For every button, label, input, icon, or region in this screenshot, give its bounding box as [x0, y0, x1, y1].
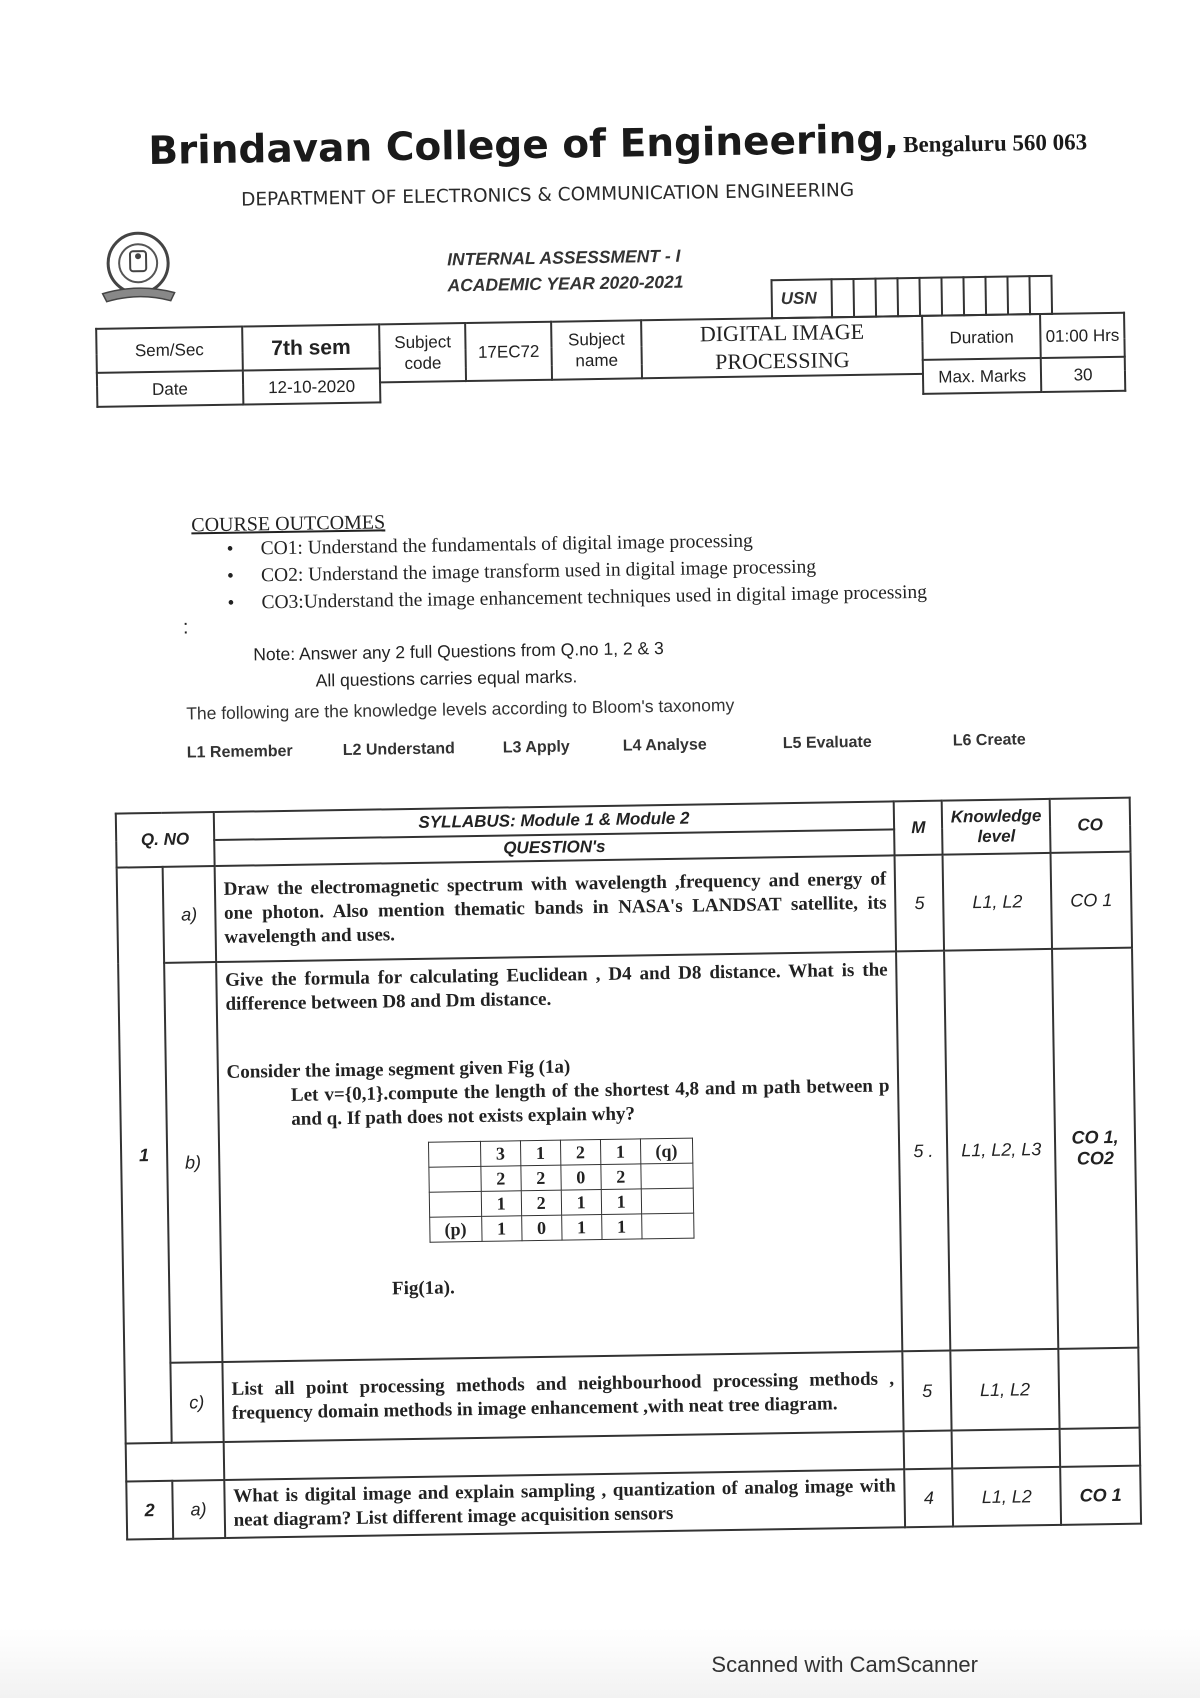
grid-cell: (q) — [640, 1138, 692, 1164]
question-level: L1, L2, L3 — [944, 949, 1058, 1351]
question-text: Give the formula for calculating Euclidean , D4 and D8 distance. What is the difference between D8 and Dm distance. — [224, 959, 888, 1015]
academic-year: ACADEMIC YEAR 2020-2021 — [447, 271, 684, 296]
usn-cell[interactable] — [963, 277, 986, 315]
note-line-2: All questions carries equal marks. — [315, 666, 578, 691]
question-marks: 4 — [904, 1469, 953, 1528]
question-text: List all point processing methods and neighbourhood processing methods , frequency domain methods in image enhancement ,with neat tree diagram. — [222, 1351, 904, 1442]
college-city: Bengaluru 560 063 — [902, 129, 1088, 158]
department-name: DEPARTMENT OF ELECTRONICS & COMMUNICATION ENGINEERING — [240, 179, 855, 211]
grid-cell — [641, 1188, 693, 1214]
question-level: L1, L2 — [950, 1349, 1059, 1431]
max-marks-value: 30 — [1041, 357, 1125, 392]
co-header: CO — [1050, 798, 1131, 853]
duration-value: 01:00 Hrs — [1040, 313, 1125, 358]
spacer-cell — [1060, 1428, 1140, 1467]
question-body — [216, 951, 903, 1362]
question-co: CO 1 — [1060, 1466, 1141, 1525]
grid-cell: 0 — [521, 1215, 561, 1241]
grid-cell: 1 — [561, 1215, 601, 1241]
subquestion-label: a) — [172, 1480, 225, 1539]
usn-cell[interactable] — [985, 277, 1008, 315]
question-co: CO 1 — [1051, 852, 1132, 949]
list-item: • CO3:Understand the image enhancement techniques used in digital image processing — [227, 579, 927, 617]
subject-name-label: Subject name — [551, 320, 642, 379]
level-l2: L2 Understand — [342, 740, 455, 760]
bloom-intro: The following are the knowledge levels according to Bloom's taxonomy — [186, 694, 735, 724]
stray-colon: : — [182, 616, 189, 639]
subquestion-label: c) — [170, 1362, 223, 1443]
subject-code: 17EC72 — [465, 322, 552, 381]
questions-header: QUESTION's — [214, 829, 895, 866]
grid-cell: 2 — [560, 1140, 600, 1166]
question-marks: 5 — [903, 1351, 952, 1432]
course-outcomes-list — [226, 525, 927, 617]
grid-cell: 2 — [521, 1190, 561, 1216]
grid-cell: 1 — [600, 1139, 640, 1165]
note-block — [253, 635, 664, 695]
grid-cell: 1 — [481, 1216, 521, 1242]
assessment-heading — [447, 243, 684, 299]
assessment-title: INTERNAL ASSESSMENT - I — [446, 245, 681, 270]
knowledge-level-header: Knowledge level — [942, 799, 1051, 855]
grid-cell: 3 — [480, 1141, 520, 1167]
question-number: 1 — [117, 867, 172, 1444]
grid-cell: 1 — [481, 1191, 521, 1217]
spacer-cell — [126, 1442, 224, 1482]
list-item: • CO1: Understand the fundamentals of digital image processing — [226, 525, 926, 563]
grid-cell: 1 — [561, 1190, 601, 1216]
question-marks: 5 . — [896, 951, 950, 1352]
max-marks-label: Max. Marks — [923, 358, 1041, 394]
grid-cell: 1 — [601, 1214, 641, 1240]
grid-cell — [429, 1166, 481, 1192]
usn-cell[interactable] — [875, 278, 898, 316]
grid-cell: 2 — [521, 1165, 561, 1191]
semsec-value: 7th sem — [242, 324, 380, 370]
level-l4: L4 Analyse — [622, 736, 707, 755]
level-l5: L5 Evaluate — [782, 733, 872, 753]
level-l3: L3 Apply — [502, 738, 570, 757]
question-text: Let v={0,1}.compute the length of the shortest 4,8 and m path between p and q. If path does not exists explain why? — [290, 1075, 890, 1130]
scanner-watermark: Scanned with CamScanner — [711, 1652, 978, 1677]
usn-cell[interactable] — [1007, 276, 1030, 314]
subject-code-label: Subject code — [379, 323, 466, 382]
duration-label: Duration — [922, 314, 1040, 360]
qno-header: Q. NO — [116, 812, 215, 868]
grid-cell — [428, 1141, 480, 1167]
level-l6: L6 Create — [952, 731, 1026, 750]
usn-cell[interactable] — [919, 278, 942, 316]
question-table — [115, 797, 1142, 1541]
list-item: • CO2: Understand the image transform used in digital image processing — [227, 552, 927, 590]
course-outcomes-title: COURSE OUTCOMES — [191, 511, 386, 537]
bloom-levels — [187, 731, 1037, 768]
grid-cell: 1 — [601, 1189, 641, 1215]
syllabus-header: SYLLABUS: Module 1 & Module 2 — [213, 801, 894, 840]
date-label: Date — [97, 371, 243, 407]
grid-cell: 2 — [601, 1164, 641, 1190]
marks-header: M — [894, 801, 943, 856]
question-marks: 5 — [895, 855, 944, 952]
question-text: What is digital image and explain sampling , quantization of analog image with neat diagram? List different image acquisition sensors — [224, 1469, 905, 1538]
semsec-label: Sem/Sec — [96, 327, 242, 373]
figure-caption: Fig(1a). — [391, 1277, 455, 1300]
question-number: 2 — [126, 1481, 173, 1540]
usn-cell[interactable] — [831, 279, 854, 317]
grid-cell: 1 — [520, 1140, 560, 1166]
grid-cell: 2 — [481, 1166, 521, 1192]
college-name — [148, 114, 1087, 174]
usn-cell[interactable] — [941, 277, 964, 315]
question-text: Draw the electromagnetic spectrum with wavelength ,frequency and energy of one photon. Also mention thematic bands in NASA's LANDSAT satellite, its wavelength and uses. — [214, 855, 896, 962]
scan-shadow — [0, 1628, 1200, 1698]
grid-cell — [429, 1191, 481, 1217]
level-l1: L1 Remember — [186, 742, 293, 762]
exam-info-table — [95, 312, 1126, 408]
image-segment-grid — [428, 1138, 695, 1243]
grid-cell — [641, 1163, 693, 1189]
college-title: Brindavan College of Engineering, — [148, 117, 900, 175]
spacer-cell — [952, 1429, 1061, 1469]
grid-cell: 0 — [561, 1165, 601, 1191]
usn-cell[interactable] — [897, 278, 920, 316]
usn-cell[interactable] — [853, 279, 876, 317]
note-line-1: Note: Answer any 2 full Questions from Q.no 1, 2 & 3 — [253, 637, 664, 665]
question-co: CO 1, CO2 — [1052, 948, 1138, 1349]
question-level: L1, L2 — [943, 853, 1052, 951]
spacer-cell — [904, 1431, 952, 1470]
question-co — [1058, 1348, 1139, 1429]
grid-cell — [641, 1213, 693, 1239]
subquestion-label: a) — [162, 866, 215, 963]
date-value: 12-10-2020 — [243, 368, 381, 404]
usn-label: USN — [771, 279, 832, 318]
usn-cell[interactable] — [1029, 276, 1052, 314]
question-text: Consider the image segment given Fig (1a) — [226, 1056, 571, 1083]
subject-name: DIGITAL IMAGE PROCESSING — [641, 316, 923, 378]
grid-cell: (p) — [429, 1216, 481, 1242]
subquestion-label: b) — [164, 962, 222, 1363]
question-level: L1, L2 — [952, 1467, 1061, 1527]
college-seal-icon — [96, 225, 181, 310]
